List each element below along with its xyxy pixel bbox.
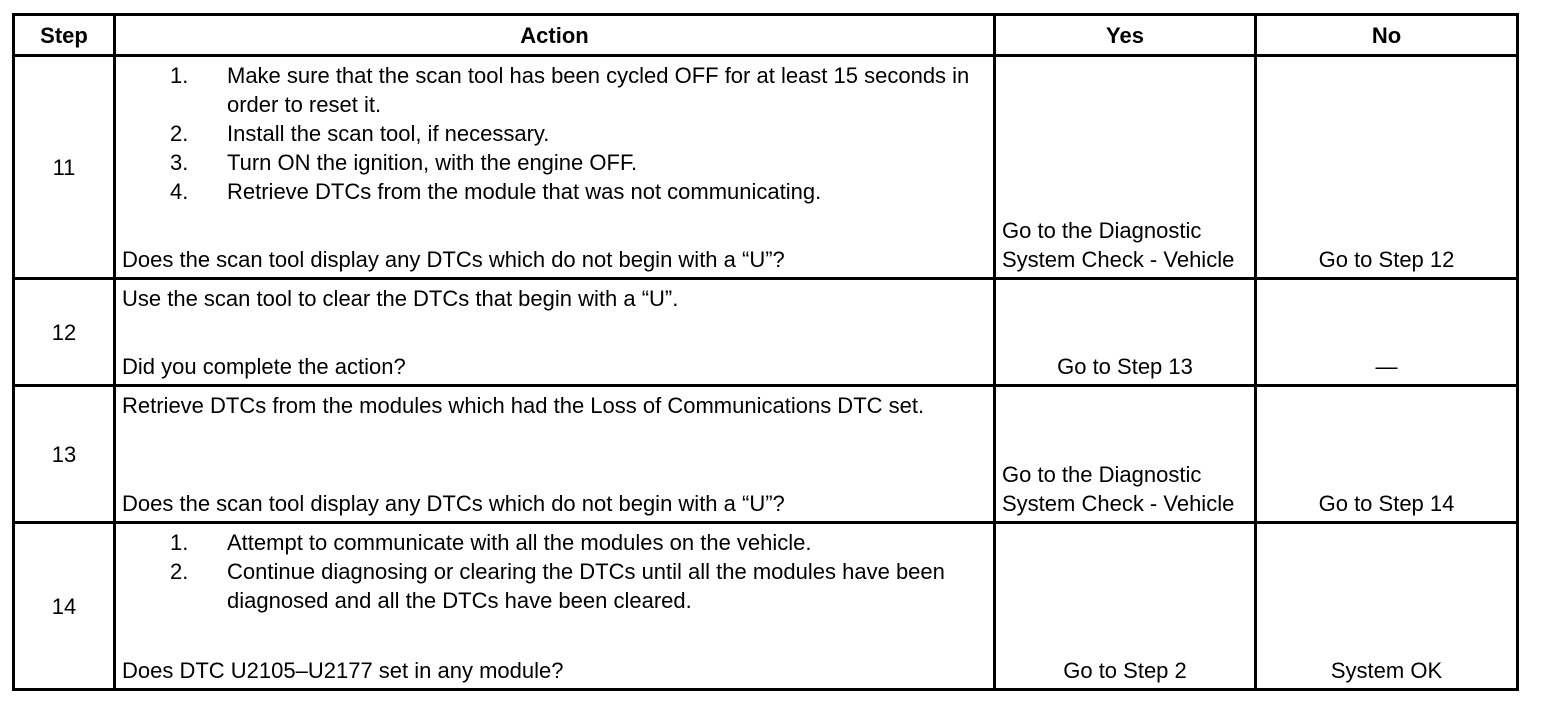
yes-result: Go to the Diagnostic System Check - Vehicle: [1002, 462, 1235, 516]
step-number: 11: [14, 56, 115, 279]
no-result: —: [1375, 354, 1398, 379]
header-action: Action: [115, 15, 995, 56]
action-cell: [115, 523, 995, 690]
action-cell: [115, 386, 995, 523]
list-item: [122, 557, 987, 615]
action-question: Did you complete the action?: [122, 354, 406, 379]
yes-result: Go to the Diagnostic System Check - Vehicle: [1002, 218, 1235, 272]
table-row-step-11: [14, 56, 1518, 279]
list-item-number: 2.: [170, 121, 189, 146]
yes-cell: [995, 56, 1256, 279]
list-item-text: Attempt to communicate with all the modules on the vehicle.: [227, 530, 812, 555]
list-item-text: Turn ON the ignition, with the engine OFF.: [227, 150, 638, 175]
yes-cell: [995, 279, 1256, 386]
list-item: [122, 61, 987, 119]
list-item: [122, 177, 987, 206]
action-text: Retrieve DTCs from the modules which had the Loss of Communications DTC set.: [122, 393, 925, 418]
list-item: [122, 119, 987, 148]
table-row-step-14: [14, 523, 1518, 690]
no-cell: [1256, 386, 1518, 523]
list-item-number: 2.: [170, 559, 189, 584]
action-text: Use the scan tool to clear the DTCs that begin with a “U”.: [122, 286, 679, 311]
step-number: 12: [14, 279, 115, 386]
list-item-number: 1.: [170, 530, 189, 555]
list-item-text: Install the scan tool, if necessary.: [227, 121, 550, 146]
diagnostic-table-page: [12, 13, 1516, 696]
no-cell: [1256, 523, 1518, 690]
diagnostic-table: [12, 13, 1519, 691]
list-item-text: Make sure that the scan tool has been cycled OFF for at least 15 seconds in order to reset it.: [227, 63, 970, 117]
action-steps-list: [122, 61, 987, 206]
list-item-number: 4.: [170, 179, 189, 204]
yes-cell: [995, 386, 1256, 523]
header-no: No: [1256, 15, 1518, 56]
header-yes: Yes: [995, 15, 1256, 56]
no-result: Go to Step 12: [1318, 247, 1455, 272]
table-row-step-12: [14, 279, 1518, 386]
action-steps-list: [122, 528, 987, 615]
action-cell: [115, 56, 995, 279]
header-step: Step: [14, 15, 115, 56]
action-question: Does the scan tool display any DTCs which do not begin with a “U”?: [122, 247, 785, 272]
no-result: Go to Step 14: [1318, 491, 1455, 516]
no-cell: [1256, 279, 1518, 386]
list-item-number: 1.: [170, 63, 189, 88]
yes-cell: [995, 523, 1256, 690]
action-question: Does the scan tool display any DTCs which do not begin with a “U”?: [122, 491, 785, 516]
step-number: 14: [14, 523, 115, 690]
step-number: 13: [14, 386, 115, 523]
list-item: [122, 528, 987, 557]
list-item-text: Continue diagnosing or clearing the DTCs until all the modules have been diagnosed and all the DTCs have been cleared.: [227, 559, 945, 613]
action-cell: [115, 279, 995, 386]
yes-result: Go to Step 13: [1057, 354, 1193, 379]
no-result: System OK: [1330, 658, 1443, 683]
table-header-row: [14, 15, 1518, 56]
action-question: Does DTC U2105–U2177 set in any module?: [122, 658, 564, 683]
list-item-text: Retrieve DTCs from the module that was not communicating.: [227, 179, 822, 204]
table-row-step-13: [14, 386, 1518, 523]
list-item: [122, 148, 987, 177]
yes-result: Go to Step 2: [1063, 658, 1187, 683]
no-cell: [1256, 56, 1518, 279]
list-item-number: 3.: [170, 150, 189, 175]
